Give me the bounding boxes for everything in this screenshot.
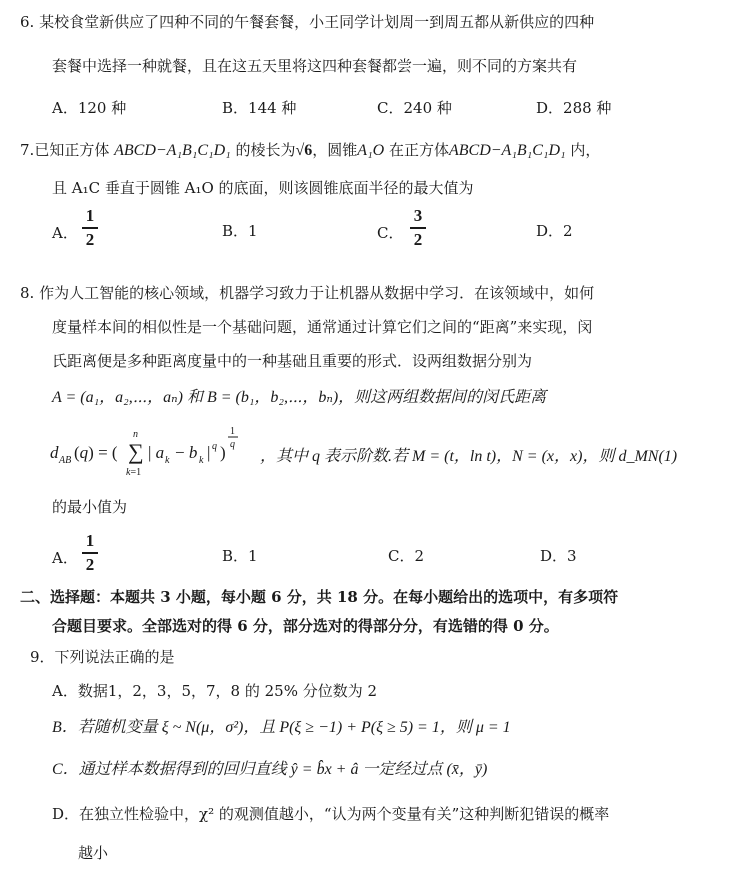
q9-option-b: B．若随机变量 ξ ~ N(μ，σ²)，且 P(ξ ≥ −1) + P(ξ ≥ 5) = 1，则 μ = 1 <box>52 719 511 736</box>
section-2-line-2: 合题目要求。全部选对的得 6 分，部分选对的得部分分，有选错的得 0 分。 <box>52 617 559 635</box>
q9-option-c: C．通过样本数据得到的回归直线 ŷ = b̂x + â 一定经过点 (x̄，ȳ) <box>52 761 488 778</box>
q8-formula-exp-den: q <box>230 439 235 450</box>
q9-option-a: A．数据1，2，3，5，7，8 的 25% 分位数为 2 <box>52 682 378 700</box>
q7-text-3: ，圆锥 <box>312 141 358 159</box>
q8-line-3: 氏距离便是多种距离度量中的一种基础且重要的形式．设两组数据分别为 <box>52 352 533 370</box>
q8-formula-sum-lower: k=1 <box>126 467 142 478</box>
q8-formula-q-arg: (q) = ( <box>74 443 118 462</box>
q9-option-d-line-1: D．在独立性检验中，χ² 的观测值越小，“认为两个变量有关”这种判断犯错误的概率 <box>52 805 610 823</box>
q7-option-a-numerator: 1 <box>85 206 95 225</box>
q6-option-b: B．144 种 <box>222 99 297 117</box>
q7-option-d: D．2 <box>536 222 573 240</box>
q8-option-b: B．1 <box>222 547 258 565</box>
q7-option-a-fraction <box>82 206 98 250</box>
q7-option-c-numerator: 3 <box>413 206 423 225</box>
q8-formula-body: | a <box>148 443 165 462</box>
q7-cube-name: ABCD−A₁B₁C₁D₁ <box>114 142 231 159</box>
q7-line-2: 且 A₁C 垂直于圆锥 A₁O 的底面，则该圆锥底面半径的最大值为 <box>52 179 474 197</box>
q8-line-5: ，其中 q 表示阶数.若 M = (t，ln t)，N = (x，x)，则 d_MN(1) <box>260 448 678 465</box>
svg-text:|: | <box>207 443 211 462</box>
q8-formula-sigma: ∑ <box>128 439 144 464</box>
svg-text:− b: − b <box>175 443 198 462</box>
q7-number: 7. <box>20 141 35 159</box>
q7-line-1 <box>20 139 600 162</box>
q6-line-2: 套餐中选择一种就餐，且在这五天里将这四种套餐都尝一遍，则不同的方案共有 <box>52 57 578 75</box>
svg-text:): ) <box>220 443 226 462</box>
q7-text-2: 的棱长为 <box>235 141 296 159</box>
q9-stem: 9．下列说法正确的是 <box>30 648 175 666</box>
q8-option-a-label: A． <box>52 549 78 567</box>
q8-option-d: D．3 <box>540 547 577 565</box>
q7-text-5: 内， <box>570 141 601 159</box>
q6-line-1: 6. 某校食堂新供应了四种不同的午餐套餐，小王同学计划周一到周五都从新供应的四种 <box>20 13 595 31</box>
q7-option-c-label: C． <box>377 224 404 242</box>
q6-option-a: A．120 种 <box>52 99 127 117</box>
q8-option-a-denominator: 2 <box>85 554 95 574</box>
q8-line-1: 8. 作为人工智能的核心领域，机器学习致力于让机器从数据中学习．在该领域中，如何 <box>20 284 595 302</box>
q7-option-c-fraction <box>410 206 426 250</box>
q7-option-b: B．1 <box>222 222 258 240</box>
q7-option-a-label: A． <box>52 224 78 242</box>
q7-text-1: 已知正方体 <box>34 141 110 159</box>
q8-formula-exp-num: 1 <box>230 426 235 437</box>
q7-cube-name-2: ABCD−A₁B₁C₁D₁ <box>448 142 566 159</box>
q7-option-c-denominator: 2 <box>413 229 423 249</box>
q8-formula-sum-upper: n <box>133 429 138 440</box>
svg-text:k: k <box>199 455 204 466</box>
q7-edge-length: √6 <box>295 142 313 159</box>
section-2-line-1: 二、选择题：本题共 3 小题，每小题 6 分，共 18 分。在每小题给出的选项中，有多项符 <box>20 588 619 606</box>
q8-formula-sub-ab: AB <box>59 455 72 466</box>
q8-line-2: 度量样本间的相似性是一个基础问题，通常通过计算它们之间的“距离”来实现，闵 <box>52 318 593 336</box>
svg-text:q: q <box>212 441 217 452</box>
q6-option-d: D．288 种 <box>536 99 612 117</box>
q8-line-6: 的最小值为 <box>52 498 128 516</box>
q9-option-d-line-2: 越小 <box>78 844 109 862</box>
q7-text-4: 在正方体 <box>388 141 449 159</box>
q7-cone-name: A₁O <box>357 142 385 159</box>
q8-line-4: A = (a₁，a₂,⋯，aₙ) 和 B = (b₁，b₂,⋯，bₙ)，则这两组数据间的闵氏距离 <box>52 389 547 406</box>
q8-formula <box>50 425 260 485</box>
q6-option-c: C．240 种 <box>377 99 452 117</box>
q8-option-a-fraction <box>82 531 98 575</box>
q8-option-c: C．2 <box>388 547 425 565</box>
svg-text:k: k <box>165 455 170 466</box>
q7-option-a-denominator: 2 <box>85 229 95 249</box>
q8-formula-d: d <box>50 443 59 462</box>
q8-option-a-numerator: 1 <box>85 531 95 550</box>
